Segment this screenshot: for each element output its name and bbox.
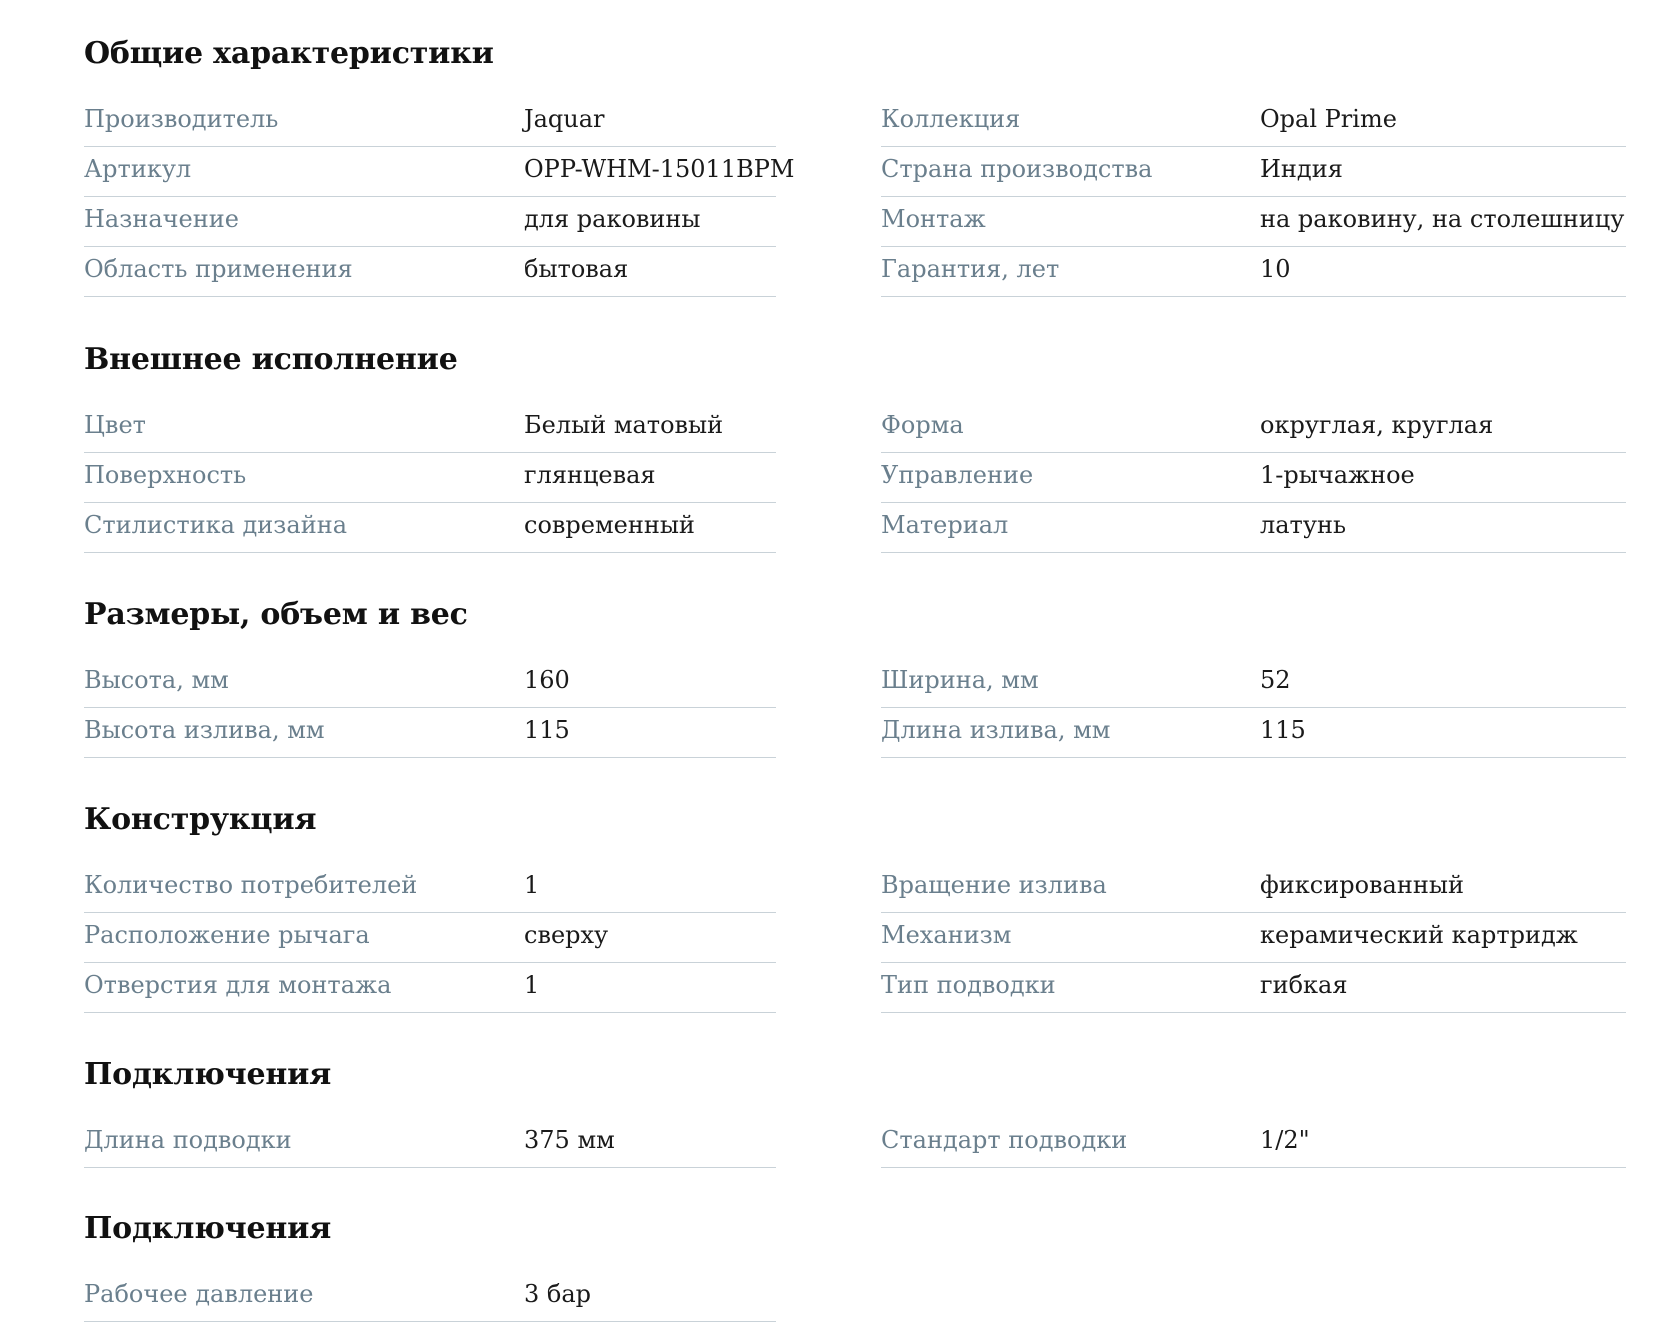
spec-label: Тип подводки [881,971,1056,999]
spec-value: Индия [1260,155,1343,183]
spec-value: современный [524,511,695,539]
spec-label: Рабочее давление [84,1280,314,1308]
spec-row [84,1272,776,1322]
spec-label: Материал [881,511,1009,539]
spec-label: Цвет [84,411,146,439]
spec-label: Монтаж [881,205,986,233]
spec-row [881,503,1626,553]
spec-value: глянцевая [524,461,656,489]
spec-value: керамический картридж [1260,921,1578,949]
section-title-general: Общие характеристики [84,36,494,71]
spec-label: Стандарт подводки [881,1126,1128,1154]
spec-label: Коллекция [881,105,1021,133]
spec-row [84,247,776,297]
spec-value: 3 бар [524,1280,592,1308]
spec-label: Длина излива, мм [881,716,1111,744]
spec-row [881,97,1626,147]
spec-value: 160 [524,666,570,694]
spec-value: бытовая [524,255,629,283]
spec-row [881,197,1626,247]
spec-row [84,503,776,553]
spec-value: округлая, круглая [1260,411,1494,439]
spec-value: Белый матовый [524,411,724,439]
spec-label: Ширина, мм [881,666,1039,694]
spec-row [881,658,1626,708]
spec-label: Управление [881,461,1034,489]
spec-label: Гарантия, лет [881,255,1060,283]
spec-value: на раковину, на столешницу [1260,205,1625,233]
spec-value: 1-рычажное [1260,461,1415,489]
spec-value: Opal Prime [1260,105,1397,133]
section-title-construction: Конструкция [84,802,317,837]
spec-row [84,863,776,913]
spec-row [84,963,776,1013]
section-title-dimensions: Размеры, объем и вес [84,597,468,632]
spec-label: Вращение излива [881,871,1107,899]
spec-value: Jaquar [524,105,605,133]
spec-row [84,453,776,503]
spec-value: 115 [524,716,570,744]
spec-value: для раковины [524,205,701,233]
spec-value: гибкая [1260,971,1348,999]
spec-row [84,147,795,197]
spec-value: 115 [1260,716,1306,744]
spec-label: Высота излива, мм [84,716,325,744]
spec-label: Область применения [84,255,353,283]
spec-row [881,147,1626,197]
spec-label: Поверхность [84,461,247,489]
spec-row [84,97,776,147]
spec-row [881,453,1626,503]
spec-row [84,1118,776,1168]
spec-label: Длина подводки [84,1126,292,1154]
spec-row [881,913,1626,963]
spec-label: Производитель [84,105,279,133]
section-title-connections: Подключения [84,1057,332,1092]
spec-value: 10 [1260,255,1291,283]
spec-row [881,863,1626,913]
spec-value: латунь [1260,511,1347,539]
spec-row [84,913,776,963]
spec-value: 375 мм [524,1126,615,1154]
spec-label: Количество потребителей [84,871,418,899]
spec-row [84,197,776,247]
spec-label: Отверстия для монтажа [84,971,392,999]
spec-row [881,247,1626,297]
spec-label: Форма [881,411,964,439]
spec-label: Механизм [881,921,1012,949]
spec-label: Высота, мм [84,666,229,694]
section-title-connections-pressure: Подключения [84,1211,332,1246]
spec-row [84,658,776,708]
spec-label: Назначение [84,205,239,233]
spec-value: 1 [524,971,540,999]
spec-value: 1/2" [1260,1126,1310,1154]
spec-row [84,708,776,758]
spec-label: Страна производства [881,155,1153,183]
spec-value: 1 [524,871,540,899]
spec-value: сверху [524,921,609,949]
spec-row [84,403,776,453]
spec-row [881,1118,1626,1168]
spec-label: Расположение рычага [84,921,370,949]
section-title-appearance: Внешнее исполнение [84,342,458,377]
spec-value: фиксированный [1260,871,1464,899]
spec-label: Артикул [84,155,192,183]
spec-label: Стилистика дизайна [84,511,348,539]
spec-row [881,403,1626,453]
spec-value: OPP-WHM-15011BPM [524,155,795,183]
spec-row [881,963,1626,1013]
spec-value: 52 [1260,666,1291,694]
spec-row [881,708,1626,758]
